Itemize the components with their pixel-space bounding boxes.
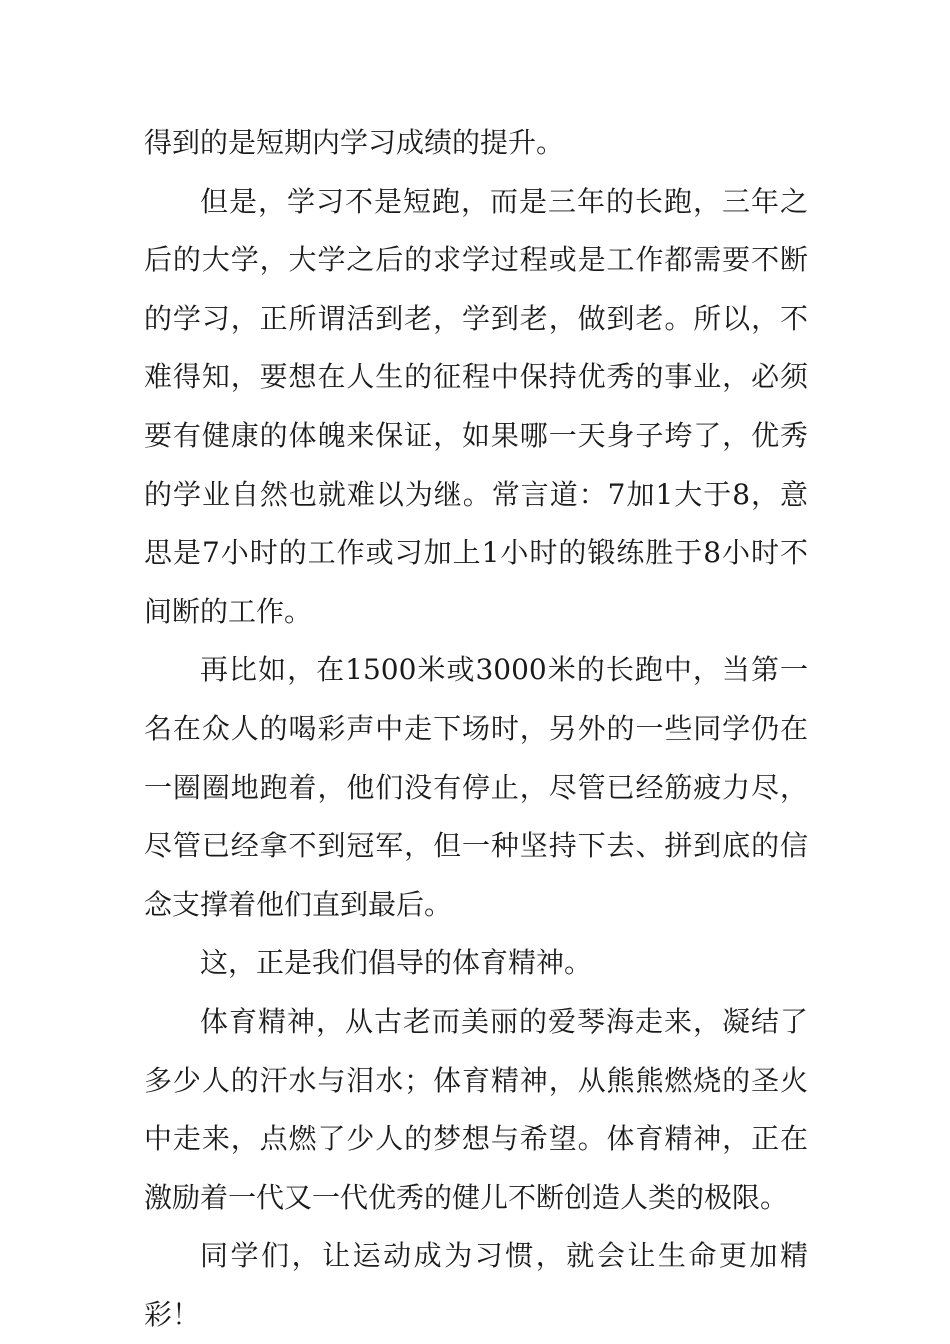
paragraph-4: 这，正是我们倡导的体育精神。 bbox=[200, 946, 593, 980]
paragraph-6: 同学们，让运动成为习惯，就会让生命更加精彩！ bbox=[144, 1239, 808, 1331]
body-text bbox=[144, 114, 808, 1344]
paragraph-2: 但是，学习不是短跑，而是三年的长跑，三年之后的大学，大学之后的求学过程或是工作都需要不断的学习，正所谓活到老，学到老，做到老。所以，不难得知，要想在人生的征程中保持优秀的事业，必须要有健康的体魄来保证，如果哪一天身子垮了，优秀的学业自然也就难以为继。常言道：7加1大于8，意思是7小时的工作或习加上1小时的锻练胜于8小时不间断的工作。 bbox=[144, 184, 808, 628]
paragraph-5: 体育精神，从古老而美丽的爱琴海走来，凝结了多少人的汗水与泪水；体育精神，从熊熊燃烧的圣火中走来，点燃了少人的梦想与希望。体育精神，正在激励着一代又一代优秀的健儿不断创造人类的极限。 bbox=[144, 1004, 808, 1214]
paragraph-1: 得到的是短期内学习成绩的提升。 bbox=[144, 126, 565, 159]
paragraph-3: 再比如，在1500米或3000米的长跑中，当第一名在众人的喝彩声中走下场时，另外的一些同学仍在一圈圈地跑着，他们没有停止，尽管已经筋疲力尽，尽管已经拿不到冠军，但一种坚持下去、拼到底的信念支撑着他们直到最后。 bbox=[144, 653, 808, 921]
